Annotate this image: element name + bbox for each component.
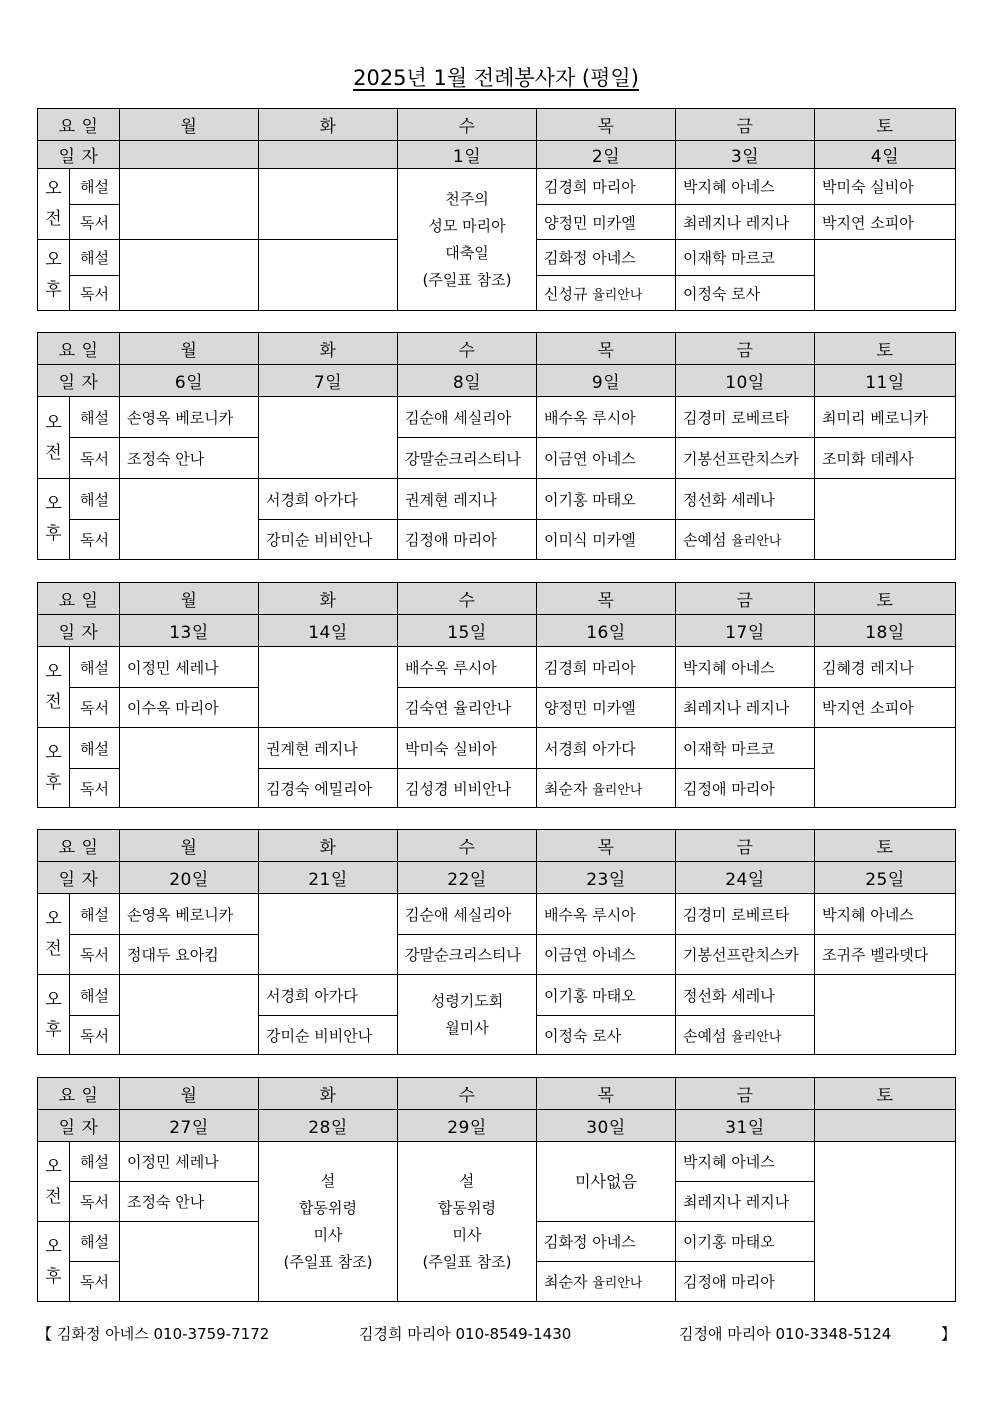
volunteer-name: 조정숙 안나: [120, 438, 259, 479]
empty-cell: [259, 169, 398, 240]
day-header: 금: [676, 830, 815, 862]
day-header: 화: [259, 1078, 398, 1110]
ilja-label: 일 자: [38, 141, 120, 169]
am-dokseo-row: [38, 935, 956, 975]
holiday-note: 천주의 성모 마리아 대축일 (주일표 참조): [398, 169, 537, 311]
am-dokseo-row: [38, 438, 956, 479]
date-cell: 29일: [398, 1110, 537, 1142]
role-dokseo: 독서: [70, 438, 120, 479]
date-cell: 20일: [120, 862, 259, 894]
volunteer-name: 조정숙 안나: [120, 1182, 259, 1222]
yoil-label: 요 일: [38, 109, 120, 141]
date-cell: 10일: [676, 365, 815, 397]
day-header: 월: [120, 830, 259, 862]
bracket-close: 】: [941, 1325, 957, 1343]
holiday-note: 설 합동위령 미사 (주일표 참조): [259, 1142, 398, 1302]
day-header: 목: [537, 333, 676, 365]
volunteer-name: 김순애 세실리아: [398, 894, 537, 935]
yoil-label: 요 일: [38, 333, 120, 365]
date-cell: 7일: [259, 365, 398, 397]
volunteer-name: 이재학 마르코: [676, 728, 815, 769]
ilja-label: 일 자: [38, 1110, 120, 1142]
role-dokseo: 독서: [70, 688, 120, 728]
am-haeseol-row: [38, 397, 956, 438]
volunteer-name: 이금연 아네스: [537, 935, 676, 975]
am-label: 오 전: [38, 169, 70, 240]
am-haeseol-row: [38, 647, 956, 688]
volunteer-name: 김경미 로베르타: [676, 397, 815, 438]
pm-haeseol-row: [38, 975, 956, 1016]
week-table-5: [37, 1077, 956, 1302]
date-cell: 16일: [537, 615, 676, 647]
day-header: 월: [120, 109, 259, 141]
volunteer-name: 이정숙 로사: [537, 1016, 676, 1055]
date-cell: [259, 141, 398, 169]
ilja-label: 일 자: [38, 615, 120, 647]
volunteer-name: 강미순 비비안나: [259, 1016, 398, 1055]
volunteer-name: 이기홍 마태오: [676, 1222, 815, 1262]
yoil-label: 요 일: [38, 583, 120, 615]
day-header: 금: [676, 583, 815, 615]
bracket-open: 【: [37, 1325, 53, 1343]
volunteer-name: 배수옥 루시아: [537, 397, 676, 438]
am-haeseol-row: [38, 169, 956, 205]
volunteer-name: 이정민 세레나: [120, 1142, 259, 1182]
volunteer-name: 이수옥 마리아: [120, 688, 259, 728]
volunteer-name: 최순자 율리안나: [537, 769, 676, 808]
pm-haeseol-row: [38, 728, 956, 769]
empty-cell: [120, 240, 259, 311]
date-row: [38, 141, 956, 169]
pm-label: 오 후: [38, 1222, 70, 1302]
day-header: 화: [259, 830, 398, 862]
date-cell: 17일: [676, 615, 815, 647]
volunteer-name: 이정민 세레나: [120, 647, 259, 688]
role-dokseo: 독서: [70, 1016, 120, 1055]
pm-label: 오 후: [38, 240, 70, 311]
date-cell: 4일: [815, 141, 956, 169]
date-cell: 30일: [537, 1110, 676, 1142]
volunteer-name: 강미순 비비안나: [259, 520, 398, 560]
day-header: 목: [537, 583, 676, 615]
volunteer-name: 이기홍 마태오: [537, 479, 676, 520]
date-cell: 8일: [398, 365, 537, 397]
empty-cell: [815, 728, 956, 808]
role-haeseol: 해설: [70, 1142, 120, 1182]
role-haeseol: 해설: [70, 397, 120, 438]
day-header: 수: [398, 109, 537, 141]
volunteer-name: 양정민 미카엘: [537, 205, 676, 240]
volunteer-name: 최레지나 레지나: [676, 1182, 815, 1222]
empty-cell: [259, 240, 398, 311]
volunteer-name: 박지혜 아네스: [676, 647, 815, 688]
role-dokseo: 독서: [70, 205, 120, 240]
am-label: 오 전: [38, 1142, 70, 1222]
yoil-label: 요 일: [38, 1078, 120, 1110]
volunteer-name: 서경희 아가다: [537, 728, 676, 769]
pm-haeseol-row: [38, 479, 956, 520]
date-cell: 23일: [537, 862, 676, 894]
ilja-label: 일 자: [38, 862, 120, 894]
volunteer-name: 김경희 마리아: [537, 169, 676, 205]
title-text: 2025년 1월 전례봉사자 (평일): [353, 66, 639, 90]
volunteer-name: 최레지나 레지나: [676, 688, 815, 728]
pm-label: 오 후: [38, 479, 70, 560]
role-haeseol: 해설: [70, 1222, 120, 1262]
contact-footer: [37, 1322, 955, 1346]
date-row: [38, 862, 956, 894]
week-table-1: [37, 108, 956, 311]
volunteer-name: 손영옥 베로니카: [120, 397, 259, 438]
date-cell: 2일: [537, 141, 676, 169]
empty-cell: [120, 1222, 259, 1302]
pm-label: 오 후: [38, 728, 70, 808]
am-label: 오 전: [38, 647, 70, 728]
week-table-2: [37, 332, 956, 560]
volunteer-name: 정선화 세레나: [676, 975, 815, 1016]
date-cell: 18일: [815, 615, 956, 647]
volunteer-name: 김순애 세실리아: [398, 397, 537, 438]
date-cell: 9일: [537, 365, 676, 397]
am-label: 오 전: [38, 397, 70, 479]
volunteer-name: 김화정 아네스: [537, 240, 676, 276]
volunteer-name: 김경숙 에밀리아: [259, 769, 398, 808]
volunteer-name: 신성규 율리안나: [537, 276, 676, 311]
week-table-4: [37, 829, 956, 1055]
volunteer-name: 박지혜 아네스: [676, 169, 815, 205]
volunteer-name: 정대두 요아킴: [120, 935, 259, 975]
date-cell: 25일: [815, 862, 956, 894]
volunteer-name: 김정애 마리아: [676, 1262, 815, 1302]
volunteer-name: 이미식 미카엘: [537, 520, 676, 560]
date-row: [38, 365, 956, 397]
event-note: 성령기도회 월미사: [398, 975, 537, 1055]
empty-cell: [259, 647, 398, 728]
weekday-header-row: [38, 333, 956, 365]
date-cell: 14일: [259, 615, 398, 647]
empty-cell: [815, 240, 956, 311]
empty-cell: [815, 1142, 956, 1302]
no-mass-note: 미사없음: [537, 1142, 676, 1222]
volunteer-name: 배수옥 루시아: [537, 894, 676, 935]
day-header: 월: [120, 583, 259, 615]
date-cell: 3일: [676, 141, 815, 169]
date-cell: 6일: [120, 365, 259, 397]
weekday-header-row: [38, 830, 956, 862]
date-cell: 11일: [815, 365, 956, 397]
volunteer-name: 양정민 미카엘: [537, 688, 676, 728]
volunteer-name: 박지혜 아네스: [815, 894, 956, 935]
empty-cell: [120, 479, 259, 560]
volunteer-name: 박미숙 실비아: [815, 169, 956, 205]
volunteer-name: 정선화 세레나: [676, 479, 815, 520]
day-header: 화: [259, 583, 398, 615]
volunteer-name: 최순자 율리안나: [537, 1262, 676, 1302]
day-header: 월: [120, 333, 259, 365]
volunteer-name: 손예섬 율리안나: [676, 1016, 815, 1055]
volunteer-name: 서경희 아가다: [259, 479, 398, 520]
day-header: 수: [398, 830, 537, 862]
volunteer-name: 김정애 마리아: [676, 769, 815, 808]
empty-cell: [259, 894, 398, 975]
volunteer-name: 김경희 마리아: [537, 647, 676, 688]
page-title: [0, 64, 992, 92]
volunteer-name: 손영옥 베로니카: [120, 894, 259, 935]
contact-1: 김화정 아네스 010-3759-7172: [57, 1325, 270, 1343]
volunteer-name: 조귀주 벨라뎃다: [815, 935, 956, 975]
date-cell: 15일: [398, 615, 537, 647]
volunteer-name: 김혜경 레지나: [815, 647, 956, 688]
contact-2: 김경희 마리아 010-8549-1430: [359, 1325, 572, 1343]
role-haeseol: 해설: [70, 647, 120, 688]
day-header: 수: [398, 1078, 537, 1110]
role-haeseol: 해설: [70, 728, 120, 769]
am-haeseol-row: [38, 1142, 956, 1182]
role-dokseo: 독서: [70, 520, 120, 560]
yoil-label: 요 일: [38, 830, 120, 862]
day-header: 토: [815, 1078, 956, 1110]
volunteer-name: 기봉선프란치스카: [676, 438, 815, 479]
am-dokseo-row: [38, 688, 956, 728]
role-dokseo: 독서: [70, 935, 120, 975]
role-dokseo: 독서: [70, 1182, 120, 1222]
day-header: 수: [398, 583, 537, 615]
am-label: 오 전: [38, 894, 70, 975]
holiday-note: 설 합동위령 미사 (주일표 참조): [398, 1142, 537, 1302]
role-dokseo: 독서: [70, 1262, 120, 1302]
volunteer-name: 이재학 마르코: [676, 240, 815, 276]
volunteer-name: 권계현 레지나: [398, 479, 537, 520]
volunteer-name: 박미숙 실비아: [398, 728, 537, 769]
empty-cell: [120, 169, 259, 240]
volunteer-name: 이기홍 마태오: [537, 975, 676, 1016]
ilja-label: 일 자: [38, 365, 120, 397]
volunteer-name: 박지혜 아네스: [676, 1142, 815, 1182]
day-header: 수: [398, 333, 537, 365]
volunteer-name: 최미리 베로니카: [815, 397, 956, 438]
date-cell: 27일: [120, 1110, 259, 1142]
empty-cell: [815, 975, 956, 1055]
day-header: 금: [676, 109, 815, 141]
volunteer-name: 박지연 소피아: [815, 205, 956, 240]
volunteer-name: 김성경 비비안나: [398, 769, 537, 808]
volunteer-name: 손예섬 율리안나: [676, 520, 815, 560]
volunteer-name: 김숙연 율리안나: [398, 688, 537, 728]
empty-cell: [120, 975, 259, 1055]
date-cell: 22일: [398, 862, 537, 894]
day-header: 화: [259, 109, 398, 141]
volunteer-name: 권계현 레지나: [259, 728, 398, 769]
weekday-header-row: [38, 109, 956, 141]
empty-cell: [259, 397, 398, 479]
week-table-3: [37, 582, 956, 808]
date-row: [38, 615, 956, 647]
am-haeseol-row: [38, 894, 956, 935]
volunteer-name: 서경희 아가다: [259, 975, 398, 1016]
pm-label: 오 후: [38, 975, 70, 1055]
weekday-header-row: [38, 583, 956, 615]
volunteer-name: 김경미 로베르타: [676, 894, 815, 935]
day-header: 토: [815, 109, 956, 141]
day-header: 금: [676, 333, 815, 365]
role-haeseol: 해설: [70, 169, 120, 205]
contact-3: 김정애 마리아 010-3348-5124: [679, 1325, 892, 1343]
day-header: 토: [815, 830, 956, 862]
date-row: [38, 1110, 956, 1142]
volunteer-name: 강말순크리스티나: [398, 438, 537, 479]
volunteer-name: 최레지나 레지나: [676, 205, 815, 240]
date-cell: 31일: [676, 1110, 815, 1142]
role-dokseo: 독서: [70, 769, 120, 808]
volunteer-name: 이정숙 로사: [676, 276, 815, 311]
date-cell: 13일: [120, 615, 259, 647]
day-header: 토: [815, 583, 956, 615]
day-header: 월: [120, 1078, 259, 1110]
date-cell: [120, 141, 259, 169]
day-header: 토: [815, 333, 956, 365]
volunteer-name: 강말순크리스티나: [398, 935, 537, 975]
role-haeseol: 해설: [70, 479, 120, 520]
date-cell: 24일: [676, 862, 815, 894]
date-cell: 28일: [259, 1110, 398, 1142]
volunteer-name: 이금연 아네스: [537, 438, 676, 479]
volunteer-name: 김화정 아네스: [537, 1222, 676, 1262]
empty-cell: [815, 479, 956, 560]
date-cell: 1일: [398, 141, 537, 169]
weekday-header-row: [38, 1078, 956, 1110]
day-header: 금: [676, 1078, 815, 1110]
role-haeseol: 해설: [70, 894, 120, 935]
role-haeseol: 해설: [70, 975, 120, 1016]
date-cell: 21일: [259, 862, 398, 894]
date-cell: [815, 1110, 956, 1142]
volunteer-name: 기봉선프란치스카: [676, 935, 815, 975]
day-header: 목: [537, 830, 676, 862]
volunteer-name: 박지연 소피아: [815, 688, 956, 728]
empty-cell: [120, 728, 259, 808]
day-header: 목: [537, 109, 676, 141]
day-header: 목: [537, 1078, 676, 1110]
role-dokseo: 독서: [70, 276, 120, 311]
day-header: 화: [259, 333, 398, 365]
volunteer-name: 김정애 마리아: [398, 520, 537, 560]
volunteer-name: 배수옥 루시아: [398, 647, 537, 688]
role-haeseol: 해설: [70, 240, 120, 276]
volunteer-name: 조미화 데레사: [815, 438, 956, 479]
